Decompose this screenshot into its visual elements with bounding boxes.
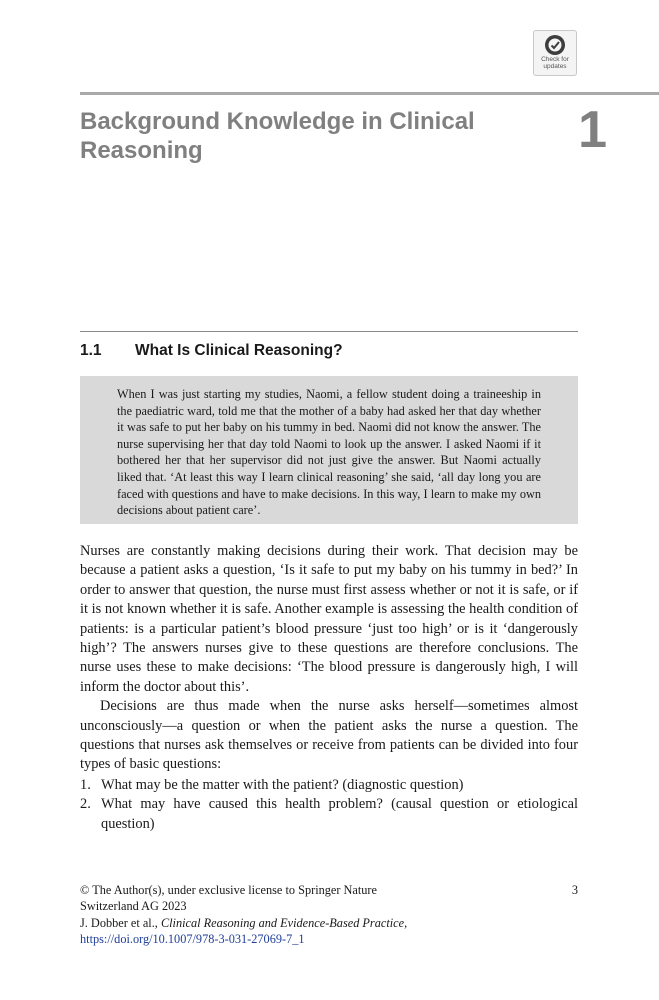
section-title: What Is Clinical Reasoning?: [135, 342, 343, 359]
list-item: [80, 795, 578, 834]
question-list: [80, 776, 578, 834]
crossmark-icon: [544, 34, 566, 56]
doi-link[interactable]: https://doi.org/10.1007/978-3-031-27069-7_1: [80, 931, 305, 946]
footer: [80, 882, 480, 947]
check-for-updates-badge[interactable]: [533, 30, 577, 76]
section-number: 1.1: [80, 342, 102, 359]
body-paragraph-1: Nurses are constantly making decisions during their work. That decision may be because a patient asks a question, ‘Is it safe to put my baby on his tummy in bed?’ In order to answer that question, the nurse must first assess whether or not it is safe, or if it is not known whether it is safe. Another example is assessing the health condition of patients: is a particular patient’s blood pressure ‘just too high’ or is it ‘dangerously high’? The answers nurses give to these questions are therefore conclusions. The nurse uses these to make decisions: ‘The blood pressure is dangerously high, I will inform the doctor about this’.: [80, 543, 578, 695]
copyright-line-2: Switzerland AG 2023: [80, 899, 187, 914]
example-text: When I was just starting my studies, Naomi, a fellow student doing a traineeship in the paediatric ward, told me that the mother of a baby had asked her that day whether it was safe to put her baby on his tummy in bed. Naomi did not know the answer. The nurse supervising her that day told Naomi to look up the answer. I asked Naomi if it bothered her that her supervisor did not just give the answer. But Naomi actually liked that. ‘At least this way I learn clinical reasoning’ she said, ‘all day long you are faced with questions and have to make decisions. In this way, I learn to make my own decisions about patient care’.: [117, 387, 541, 518]
section-heading: [80, 341, 578, 361]
list-item-text: What may have caused this health problem? (causal question or etiological question): [101, 796, 578, 832]
list-item: [80, 776, 578, 795]
body-text: [80, 542, 578, 775]
citation: [80, 915, 480, 931]
body-paragraph-2: Decisions are thus made when the nurse asks herself—sometimes almost unconsciously—a question or when the patient asks the nurse a question. The questions that nurses ask themselves or receive from patients can be divided into four types of basic questions:: [80, 698, 578, 773]
copyright-line-1: © The Author(s), under exclusive license to Springer Nature: [80, 883, 377, 897]
chapter-title: Background Knowledge in Clinical Reasoning: [80, 108, 475, 164]
example-box: [80, 376, 578, 524]
section-rule: [80, 331, 578, 332]
citation-book-title: Clinical Reasoning and Evidence-Based Practice,: [160, 915, 408, 930]
list-item-number: 2.: [80, 796, 91, 813]
page-number: 3: [571, 883, 578, 897]
list-item-number: 1.: [80, 777, 91, 793]
chapter-top-rule: [80, 92, 659, 95]
badge-line-1: Check for: [541, 56, 569, 63]
badge-line-2: updates: [543, 63, 567, 70]
list-item-text: What may be the matter with the patient? (diagnostic question): [101, 777, 464, 793]
chapter-number: 1: [578, 101, 607, 159]
citation-authors: J. Dobber et al.,: [80, 915, 158, 930]
